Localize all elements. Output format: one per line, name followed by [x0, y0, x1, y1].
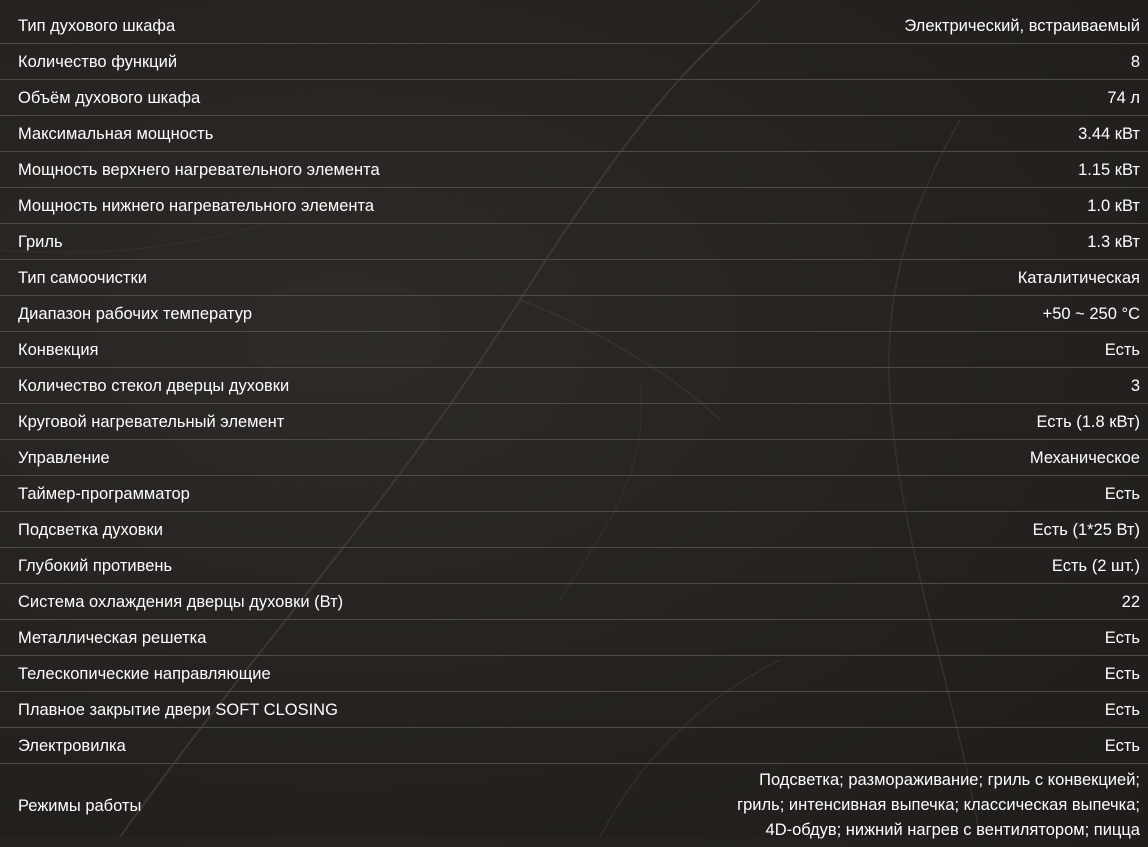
spec-row-control [0, 440, 1148, 476]
spec-row-oven-type [0, 8, 1148, 44]
spec-label: Режимы работы [18, 796, 142, 815]
specifications-table [0, 8, 1148, 847]
spec-label: Подсветка духовки [18, 520, 163, 539]
modes-line: Подсветка; размораживание; гриль с конвекцией; [759, 771, 1140, 789]
spec-row-power-plug [0, 728, 1148, 764]
spec-value: Есть [1104, 628, 1140, 647]
spec-label: Конвекция [18, 340, 99, 359]
spec-value: +50 ~ 250 °С [1042, 304, 1140, 323]
spec-value: Каталитическая [1017, 268, 1140, 287]
spec-row-oven-volume [0, 80, 1148, 116]
spec-label: Электровилка [18, 736, 126, 755]
spec-row-oven-light [0, 512, 1148, 548]
spec-label: Мощность нижнего нагревательного элемента [18, 196, 375, 215]
spec-row-ring-heater [0, 404, 1148, 440]
spec-row-telescopic-rails [0, 656, 1148, 692]
spec-label: Максимальная мощность [18, 124, 214, 143]
spec-row-top-heater-power [0, 152, 1148, 188]
spec-row-door-glass-count [0, 368, 1148, 404]
spec-row-metal-rack [0, 620, 1148, 656]
spec-row-self-cleaning [0, 260, 1148, 296]
spec-value: Есть (1*25 Вт) [1032, 520, 1140, 539]
spec-value: 8 [1130, 52, 1140, 71]
spec-label: Тип самоочистки [18, 268, 147, 287]
spec-label: Количество функций [18, 52, 178, 71]
spec-row-max-power [0, 116, 1148, 152]
spec-value-modes [737, 768, 1140, 843]
spec-row-timer [0, 476, 1148, 512]
spec-row-bottom-heater-power [0, 188, 1148, 224]
spec-row-function-count [0, 44, 1148, 80]
spec-row-soft-closing [0, 692, 1148, 728]
spec-value: 74 л [1107, 88, 1140, 107]
spec-value: 3 [1130, 376, 1140, 395]
spec-value: Электрический, встраиваемый [904, 16, 1140, 35]
spec-label: Система охлаждения дверцы духовки (Вт) [18, 592, 344, 611]
spec-label: Телескопические направляющие [18, 664, 271, 683]
spec-label: Металлическая решетка [18, 628, 207, 647]
spec-label: Глубокий противень [18, 556, 173, 575]
spec-value: 1.0 кВт [1087, 196, 1140, 215]
modes-line: гриль; интенсивная выпечка; классическая выпечка; [737, 796, 1140, 814]
spec-label: Количество стекол дверцы духовки [18, 376, 290, 395]
spec-label: Плавное закрытие двери SOFT CLOSING [18, 700, 338, 719]
spec-label: Мощность верхнего нагревательного элемента [18, 160, 380, 179]
spec-value: Есть (2 шт.) [1051, 556, 1140, 575]
spec-value: Есть [1104, 340, 1140, 359]
spec-row-deep-tray [0, 548, 1148, 584]
spec-label: Диапазон рабочих температур [18, 304, 252, 323]
spec-row-grill [0, 224, 1148, 260]
spec-value: Есть [1104, 664, 1140, 683]
spec-label: Гриль [18, 232, 63, 251]
spec-row-door-cooling [0, 584, 1148, 620]
spec-value: Есть [1104, 736, 1140, 755]
modes-line: 4D-обдув; нижний нагрев с вентилятором; пицца [765, 821, 1140, 839]
spec-row-temperature-range [0, 296, 1148, 332]
spec-value: 1.3 кВт [1087, 232, 1140, 251]
spec-label: Объём духового шкафа [18, 88, 201, 107]
spec-value: Есть [1104, 484, 1140, 503]
spec-label: Круговой нагревательный элемент [18, 412, 285, 431]
spec-label: Таймер-программатор [18, 484, 190, 503]
spec-value: Механическое [1029, 448, 1140, 467]
spec-value: Есть [1104, 700, 1140, 719]
spec-value: 3.44 кВт [1078, 124, 1140, 143]
spec-value: Есть (1.8 кВт) [1036, 412, 1140, 431]
spec-value: 22 [1121, 592, 1140, 611]
spec-row-operating-modes [0, 764, 1148, 847]
spec-row-convection [0, 332, 1148, 368]
spec-value: 1.15 кВт [1078, 160, 1140, 179]
spec-label: Тип духового шкафа [18, 16, 176, 35]
spec-label: Управление [18, 448, 110, 467]
